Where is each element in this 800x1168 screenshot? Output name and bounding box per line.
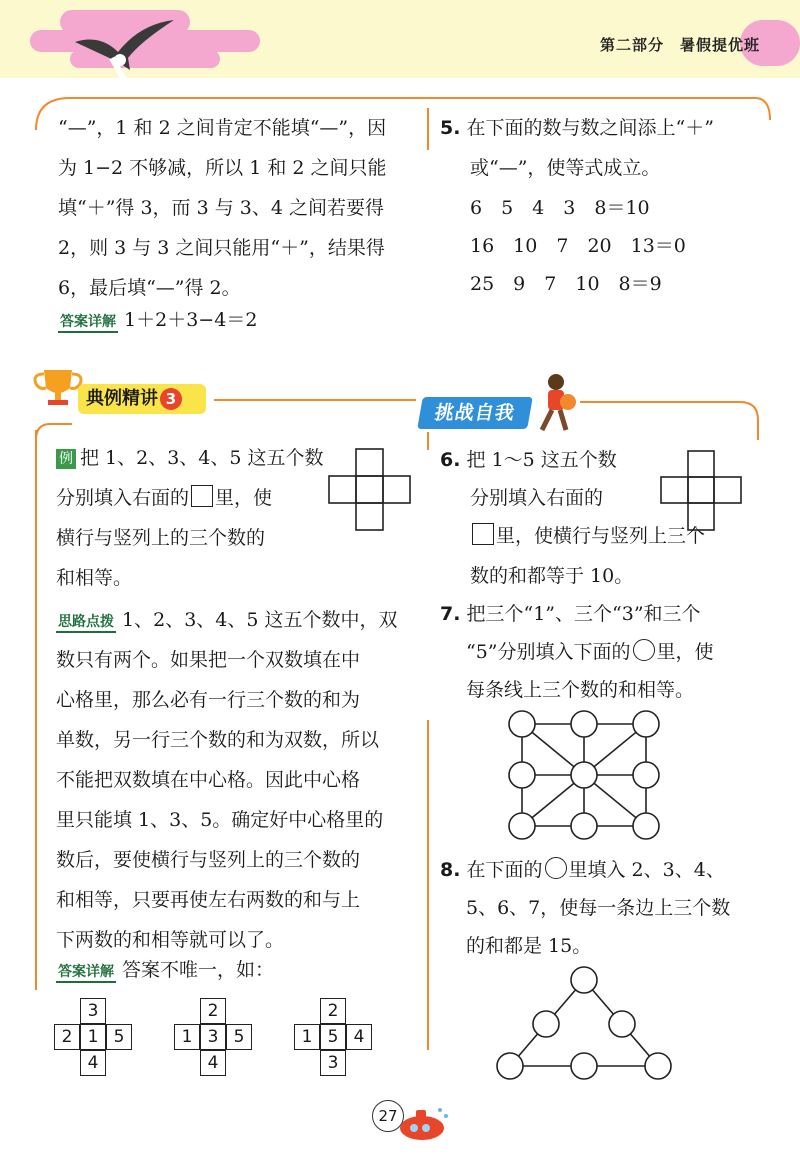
grid-cell-bottom: 4 <box>80 1050 106 1076</box>
equation: 16 10 7 20 13＝0 <box>470 235 686 257</box>
answer-row <box>58 300 257 340</box>
node-circle[interactable] <box>571 967 597 993</box>
question-text: 里，使横行与竖列上三个 <box>496 525 706 547</box>
node-circle[interactable] <box>633 762 659 788</box>
node-circle[interactable] <box>609 1011 635 1037</box>
example-cross-grid <box>328 448 412 532</box>
question-number: 8. <box>440 859 461 881</box>
grid-cell-center: 5 <box>320 1024 346 1050</box>
square-symbol <box>191 485 213 507</box>
q6-cross-grid <box>660 450 742 532</box>
question-8 <box>440 850 725 890</box>
grid-cell-top: 3 <box>80 998 106 1024</box>
node-circle[interactable] <box>571 813 597 839</box>
question-5 <box>440 108 714 148</box>
question-text: 的和都是 15。 <box>466 935 592 957</box>
answer-grid <box>294 998 372 1076</box>
hint-tag: 思路点拨 <box>56 613 116 633</box>
answer-text: 1＋2＋3−4＝2 <box>124 309 258 331</box>
grid-cell-center: 3 <box>200 1024 226 1050</box>
question-text: “5”分别填入下面的 <box>466 641 631 663</box>
grid-cell-top: 2 <box>320 998 346 1024</box>
example-text: 里，使 <box>215 487 273 509</box>
question-text: 分别填入右面的 <box>470 487 604 509</box>
example-text: 分别填入右面的 <box>56 487 190 509</box>
circle-symbol <box>633 639 655 661</box>
basketball-player-icon <box>530 372 582 436</box>
q8-triangle-diagram <box>490 960 680 1086</box>
example-line <box>56 478 272 518</box>
hint-line: 和相等，只要再使左右两数的和与上 <box>56 889 361 911</box>
grid-cell-left: 1 <box>174 1024 200 1050</box>
node-circle[interactable] <box>645 1053 671 1079</box>
example-line: 和相等。 <box>56 567 133 589</box>
solution-line: 为 1−2 不够减，所以 1 和 2 之间只能 <box>58 157 387 179</box>
question-text: 每条线上三个数的和相等。 <box>466 679 695 701</box>
node-circle[interactable] <box>633 813 659 839</box>
answer-grid <box>54 998 132 1076</box>
node-circle[interactable] <box>571 711 597 737</box>
equation: 6 5 4 3 8＝10 <box>470 197 650 219</box>
question-text: 在下面的数与数之间添上“＋” <box>466 117 714 139</box>
question-text: 里，使 <box>656 641 714 663</box>
question-number: 6. <box>440 449 461 471</box>
page-number: 27 <box>372 1100 404 1132</box>
grid-cell-bottom: 4 <box>200 1050 226 1076</box>
grid-cell-bottom: 3 <box>320 1050 346 1076</box>
grid-cell-right: 4 <box>346 1024 372 1050</box>
answer-tag: 答案详解 <box>58 313 118 333</box>
hint-text: 1、2、3、4、5 这五个数中，双 <box>122 609 398 631</box>
square-symbol <box>472 523 494 545</box>
solution-line: “—”，1 和 2 之间肯定不能填“—”，因 <box>58 117 387 139</box>
node-circle[interactable] <box>509 711 535 737</box>
question-text: 数的和都等于 10。 <box>470 565 634 587</box>
answer-detail-text: 答案不唯一，如： <box>122 959 275 981</box>
answer-detail-tag: 答案详解 <box>56 963 116 983</box>
question-text: 或“—”，使等式成立。 <box>470 157 661 179</box>
question-7 <box>440 594 701 634</box>
hint-line: 不能把双数填在中心格。因此中心格 <box>56 769 361 791</box>
question-text: 把 1～5 这五个数 <box>466 449 617 471</box>
example-line <box>56 438 324 478</box>
challenge-title: 挑战自我 <box>417 397 533 429</box>
solution-line: 填“＋”得 3，而 3 与 3、4 之间若要得 <box>58 197 384 219</box>
example-label: 例 <box>56 449 76 469</box>
section-title-text: 典例精讲 <box>86 388 158 409</box>
submarine-icon <box>396 1104 452 1144</box>
answer-detail-row <box>56 950 274 990</box>
node-circle[interactable] <box>509 762 535 788</box>
node-circle[interactable] <box>571 762 597 788</box>
grid-cell-right: 5 <box>106 1024 132 1050</box>
question-number: 5. <box>440 117 461 139</box>
node-circle[interactable] <box>571 1053 597 1079</box>
grid-cell-left: 2 <box>54 1024 80 1050</box>
node-circle[interactable] <box>633 711 659 737</box>
question-number: 7. <box>440 603 461 625</box>
section-label: 第二部分 暑假提优班 <box>600 36 761 54</box>
section-title-number: 3 <box>160 388 182 410</box>
circle-symbol <box>545 857 567 879</box>
question-text: 在下面的 <box>466 859 543 881</box>
hint-line: 数只有两个。如果把一个双数填在中 <box>56 649 361 671</box>
question-6 <box>440 440 617 480</box>
node-circle[interactable] <box>533 1011 559 1037</box>
hint-line: 里只能填 1、3、5。确定好中心格里的 <box>56 809 384 831</box>
hint-line: 下两数的和相等就可以了。 <box>56 929 285 951</box>
question-text: 5、6、7，使每一条边上三个数 <box>466 897 731 919</box>
hint-row <box>56 600 398 640</box>
hint-line: 单数，另一行三个数的和为双数，所以 <box>56 729 380 751</box>
grid-cell-right: 5 <box>226 1024 252 1050</box>
example-line: 横行与竖列上的三个数的 <box>56 527 266 549</box>
node-circle[interactable] <box>509 813 535 839</box>
example-text: 把 1、2、3、4、5 这五个数 <box>80 447 324 469</box>
answer-grid <box>174 998 252 1076</box>
question-line <box>466 632 714 672</box>
node-circle[interactable] <box>497 1053 523 1079</box>
seagull-icon <box>70 14 180 84</box>
solution-line: 2，则 3 与 3 之间只能用“＋”，结果得 <box>58 237 385 259</box>
solution-line: 6，最后填“—”得 2。 <box>58 277 241 299</box>
grid-cell-left: 1 <box>294 1024 320 1050</box>
hint-line: 数后，要使横行与竖列上的三个数的 <box>56 849 361 871</box>
equation: 25 9 7 10 8＝9 <box>470 273 662 295</box>
question-text: 把三个“1”、三个“3”和三个 <box>466 603 701 625</box>
grid-cell-center: 1 <box>80 1024 106 1050</box>
q7-circle-diagram <box>500 706 670 846</box>
question-text: 里填入 2、3、4、 <box>568 859 725 881</box>
hint-line: 心格里，那么必有一行三个数的和为 <box>56 689 361 711</box>
grid-cell-top: 2 <box>200 998 226 1024</box>
